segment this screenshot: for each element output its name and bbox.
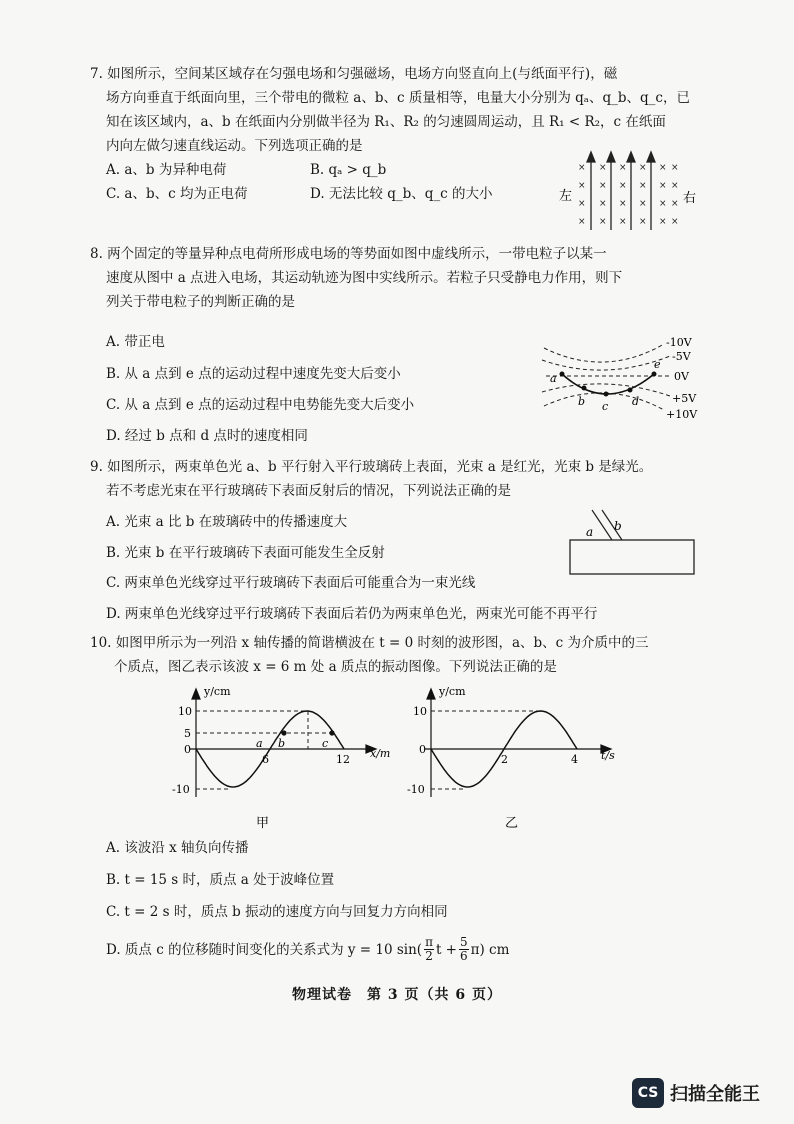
- q8-point-e: e: [654, 358, 661, 371]
- q9-option-b: B. 光束 b 在平行玻璃砖下表面可能发生全反射: [106, 545, 385, 561]
- svg-text:×: ×: [578, 181, 586, 191]
- jia-point-b: b: [278, 737, 286, 750]
- q7-line-3: 知在该区域内，a、b 在纸面内分别做半径为 R₁、R₂ 的匀速圆周运动，且 R₁ < R₂，c 在纸面: [106, 114, 666, 130]
- svg-text:×: ×: [659, 217, 667, 227]
- question-8: [90, 242, 710, 314]
- q8-line-1: 8. 两个固定的等量异种点电荷所形成电场的等势面如图中虚线所示，一带电粒子以某一: [90, 246, 607, 262]
- q9-option-c: C. 两束单色光线穿过平行玻璃砖下表面后可能重合为一束光线: [106, 575, 476, 591]
- svg-text:×: ×: [599, 199, 607, 209]
- q8-potential-neg5: -5V: [672, 350, 691, 363]
- q10-wave-graph: [160, 685, 400, 830]
- q7-line-4: 内向左做匀速直线运动。下列选项正确的是: [106, 138, 363, 154]
- svg-text:×: ×: [578, 199, 586, 209]
- svg-text:×: ×: [671, 217, 679, 227]
- q8-option-a: A. 带正电: [106, 334, 165, 350]
- yi-caption: 乙: [505, 816, 519, 830]
- svg-text:×: ×: [659, 163, 667, 173]
- q9-option-d: D. 两束单色光线穿过平行玻璃砖下表面后若仍为两束单色光，两束光可能不再平行: [106, 606, 598, 622]
- q7-option-c: C. a、b、c 均为正电荷: [106, 186, 248, 202]
- q8-option-c: C. 从 a 点到 e 点的运动过程中电势能先变大后变小: [106, 397, 415, 413]
- q8-point-a: a: [550, 372, 557, 385]
- svg-text:×: ×: [639, 163, 647, 173]
- q10-pi: π: [470, 941, 480, 958]
- q10-fraction-5-over-6: $\frac{5}{6}$: [459, 935, 468, 963]
- q7-option-d: D. 无法比较 q_b、q_c 的大小: [310, 186, 493, 202]
- jia-ytick-5: 5: [184, 727, 191, 740]
- q7-left-label: 左: [559, 189, 573, 204]
- svg-text:×: ×: [659, 181, 667, 191]
- svg-text:×: ×: [599, 181, 607, 191]
- q7-right-label: 右: [683, 191, 697, 206]
- jia-point-c-dot: [329, 730, 334, 735]
- q7-field-figure: [555, 150, 705, 234]
- q9-line-1: 9. 如图所示，两束单色光 a、b 平行射入平行玻璃砖上表面，光束 a 是红光，光束 b 是绿光。: [90, 459, 653, 475]
- q10-line-2: 个质点，图乙表示该波 x = 6 m 处 a 质点的振动图像。下列说法正确的是: [114, 659, 557, 675]
- svg-text:×: ×: [578, 163, 586, 173]
- page-footer: 物理试卷 第 3 页（共 6 页）: [292, 987, 502, 1003]
- svg-text:×: ×: [619, 163, 627, 173]
- jia-point-a: a: [256, 737, 263, 750]
- q7-option-a: A. a、b 为异种电荷: [106, 162, 227, 178]
- q8-line-2: 速度从图中 a 点进入电场，其运动轨迹为图中实线所示。若粒子只受静电力作用，则下: [106, 270, 623, 286]
- q8-point-d: d: [632, 395, 640, 408]
- svg-text:×: ×: [578, 217, 586, 227]
- q8-potential-pos5: +5V: [672, 392, 697, 405]
- q9-glass-slab: [570, 540, 694, 574]
- camscanner-logo: CS: [632, 1078, 664, 1108]
- q9-option-a: A. 光束 a 比 b 在玻璃砖中的传播速度大: [106, 514, 348, 530]
- svg-text:×: ×: [619, 217, 627, 227]
- svg-text:×: ×: [599, 163, 607, 173]
- jia-ytick-10: 10: [178, 705, 192, 718]
- q10-t-plus: t +: [435, 941, 457, 958]
- q7-line-1: 7. 如图所示，空间某区域存在匀强电场和匀强磁场，电场方向竖直向上(与纸面平行)，磁: [90, 66, 618, 82]
- svg-text:×: ×: [639, 199, 647, 209]
- jia-point-b-dot: [281, 730, 286, 735]
- q10-line-1: 10. 如图甲所示为一列沿 x 轴传播的简谐横波在 t = 0 时刻的波形图，a、b、c 为介质中的三: [90, 635, 649, 651]
- jia-ytick-0: 0: [184, 743, 191, 756]
- camscanner-text: 扫描全能王: [670, 1084, 760, 1105]
- q8-equipotential-figure: [540, 330, 705, 425]
- q8-potential-0: 0V: [674, 370, 689, 383]
- jia-point-c: c: [322, 737, 329, 750]
- q7-line-2: 场方向垂直于纸面向里，三个带电的微粒 a、b、c 质量相等，电量大小分别为 qₐ、q_b、q_c，已: [106, 90, 690, 106]
- q8-option-d: D. 经过 b 点和 d 点时的速度相同: [106, 428, 308, 444]
- q9-label-b: b: [614, 519, 622, 533]
- yi-ytick-10: 10: [413, 705, 427, 718]
- jia-caption: 甲: [256, 816, 270, 830]
- yi-ylabel: y/cm: [439, 685, 466, 698]
- q8-potential-neg10: -10V: [666, 336, 692, 349]
- q10-option-d: [106, 936, 509, 963]
- q8-potential-pos10: +10V: [666, 408, 698, 421]
- question-10: [90, 631, 710, 679]
- svg-text:×: ×: [671, 181, 679, 191]
- jia-xlabel: x/m: [370, 747, 391, 760]
- yi-ytick-neg10: -10: [407, 783, 425, 796]
- svg-text:×: ×: [659, 199, 667, 209]
- question-9: [90, 455, 710, 503]
- q9-glass-slab-figure: [562, 508, 702, 580]
- svg-text:×: ×: [619, 199, 627, 209]
- q10-close-cm: ) cm: [479, 941, 510, 958]
- svg-text:×: ×: [599, 217, 607, 227]
- svg-text:×: ×: [639, 181, 647, 191]
- q10-option-b: B. t = 15 s 时，质点 a 处于波峰位置: [106, 872, 335, 888]
- jia-xtick-12: 12: [336, 753, 350, 766]
- jia-ytick-neg10: -10: [172, 783, 190, 796]
- q7-option-b: B. qₐ > q_b: [310, 162, 387, 178]
- q8-line-3: 列关于带电粒子的判断正确的是: [106, 294, 295, 310]
- svg-text:×: ×: [671, 199, 679, 209]
- svg-text:×: ×: [671, 163, 679, 173]
- q10-option-c: C. t = 2 s 时，质点 b 振动的速度方向与回复力方向相同: [106, 904, 448, 920]
- q10-option-a: A. 该波沿 x 轴负向传播: [106, 840, 249, 856]
- svg-text:×: ×: [619, 181, 627, 191]
- q10-option-d-text: D. 质点 c 的位移随时间变化的关系式为 y = 10 sin(: [106, 941, 423, 958]
- q9-label-a: a: [586, 525, 594, 539]
- yi-xlabel: t/s: [601, 749, 615, 762]
- q8-option-b: B. 从 a 点到 e 点的运动过程中速度先变大后变小: [106, 366, 401, 382]
- yi-xtick-2: 2: [501, 753, 508, 766]
- q7-magnetic-field-crosses: [578, 163, 679, 227]
- yi-xtick-4: 4: [571, 753, 578, 766]
- jia-xtick-6: 6: [262, 753, 269, 766]
- svg-text:×: ×: [639, 217, 647, 227]
- yi-ytick-0: 0: [419, 743, 426, 756]
- q10-vibration-graph: [405, 685, 625, 830]
- q8-point-b: b: [578, 395, 586, 408]
- q8-point-c: c: [602, 400, 609, 413]
- q10-fraction-pi-over-2: π 2: [425, 935, 433, 963]
- q9-beam-a: [592, 510, 612, 540]
- q9-line-2: 若不考虑光束在平行玻璃砖下表面反射后的情况，下列说法正确的是: [106, 483, 511, 499]
- jia-ylabel: y/cm: [204, 685, 231, 698]
